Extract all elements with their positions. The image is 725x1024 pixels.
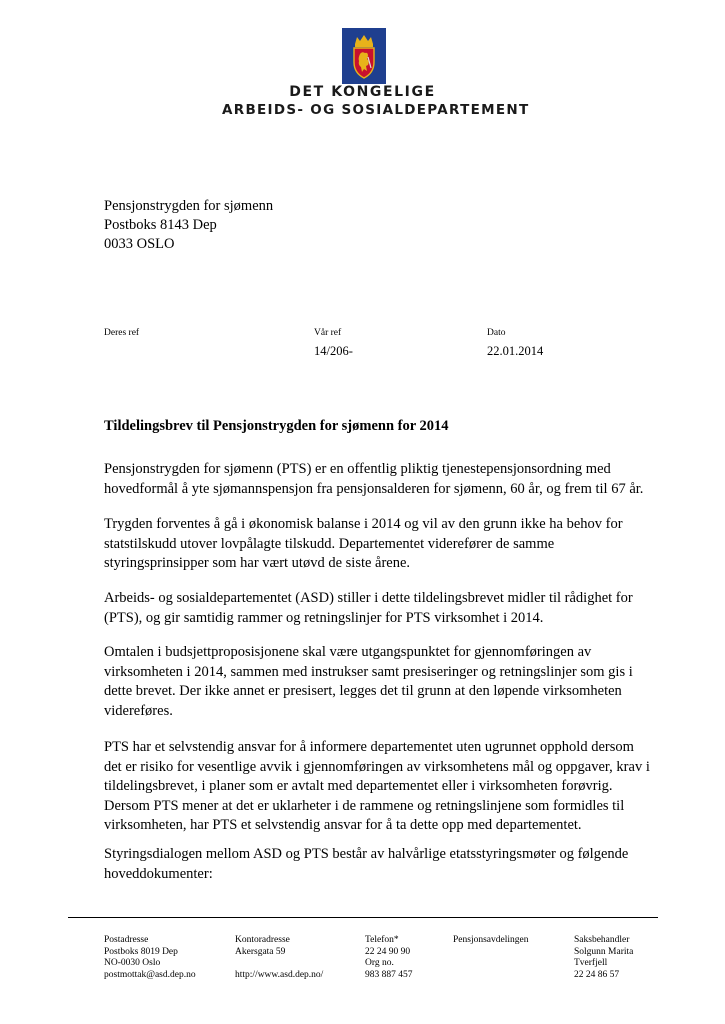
recipient-city: 0033 OSLO bbox=[104, 236, 175, 252]
deres-ref-label: Deres ref bbox=[104, 328, 140, 338]
footer-website-link[interactable]: http://www.asd.dep.no/ bbox=[235, 969, 324, 980]
paragraph-6: Styringsdialogen mellom ASD og PTS består av halvårlige etatsstyringsmøter og følgende hoveddokumenter: bbox=[104, 846, 629, 882]
recipient-address bbox=[104, 197, 273, 254]
recipient-name: Pensjonstrygden for sjømenn bbox=[104, 198, 274, 214]
footer-email-link[interactable]: postmottak@asd.dep.no bbox=[104, 969, 196, 980]
letter-subject: Tildelingsbrev til Pensjonstrygden for sjømenn for 2014 bbox=[104, 418, 449, 434]
department-name-line1: DET KONGELIGE bbox=[289, 84, 436, 100]
coat-of-arms-icon bbox=[342, 28, 386, 84]
paragraph-3: Arbeids- og sosialdepartementet (ASD) stiller i dette tildelingsbrevet midler til rådighet for (PTS), og gir samtidig rammer og retningslinjer for PTS virksomhet i 2014. bbox=[104, 590, 633, 626]
department-name-line2: ARBEIDS- OG SOSIALDEPARTEMENT bbox=[222, 102, 530, 118]
dato-label: Dato bbox=[487, 328, 506, 338]
var-ref-label: Vår ref bbox=[314, 328, 342, 338]
dato-value: 22.01.2014 bbox=[487, 344, 544, 358]
footer-kontoradresse: Kontoradresse Akersgata 59 http://www.asd.dep.no/ bbox=[235, 935, 324, 980]
paragraph-1: Pensjonstrygden for sjømenn (PTS) er en offentlig pliktig tjenestepensjonsordning med hovedformål å yte sjømannspensjon fra pensjonsalderen for sjømenn, 60 år, og frem til 67 år. bbox=[104, 461, 644, 497]
var-ref-value: 14/206- bbox=[314, 344, 353, 358]
paragraph-2: Trygden forventes å gå i økonomisk balanse i 2014 og vil av den grunn ikke ha behov for statstilskudd utover lovpålagte tilskudd. Departementet viderefører de samme styringsprinsipper som har vært utøvd de siste årene. bbox=[104, 516, 623, 571]
paragraph-4: Omtalen i budsjettproposisjonene skal være utgangspunktet for gjennomføringen av virksomheten i 2014, sammen med instrukser samt presiseringer og retningslinjer som gis i dette brevet. Der ikke annet er presisert, legges det til grunn at den løpende virksomheten videreføres. bbox=[104, 644, 633, 719]
footer-postadresse: Postadresse Postboks 8019 Dep NO-0030 Oslo postmottak@asd.dep.no bbox=[104, 935, 196, 980]
footer-telefon: Telefon* 22 24 90 90 Org no. 983 887 457 bbox=[365, 935, 413, 980]
footer-saksbehandler: Saksbehandler Solgunn Marita Tverfjell 22 24 86 57 bbox=[574, 935, 634, 980]
paragraph-5: PTS har et selvstendig ansvar for å informere departementet uten ugrunnet opphold dersom det er risiko for vesentlige avvik i gjennomføringen av virksomhetens mål og oppgaver, krav i tildelingsbrevet, i planer som er avtalt med departementet eller i virksomheten forøvrig. Dersom PTS mener at det er uklarheter i de rammene og retningslinjene som formidles til virksomheten, har PTS et selvstendig ansvar for å ta dette opp med departementet. bbox=[104, 739, 650, 833]
footer-avdeling: Pensjonsavdelingen bbox=[453, 935, 529, 945]
recipient-street: Postboks 8143 Dep bbox=[104, 217, 217, 233]
footer-divider bbox=[68, 917, 658, 918]
